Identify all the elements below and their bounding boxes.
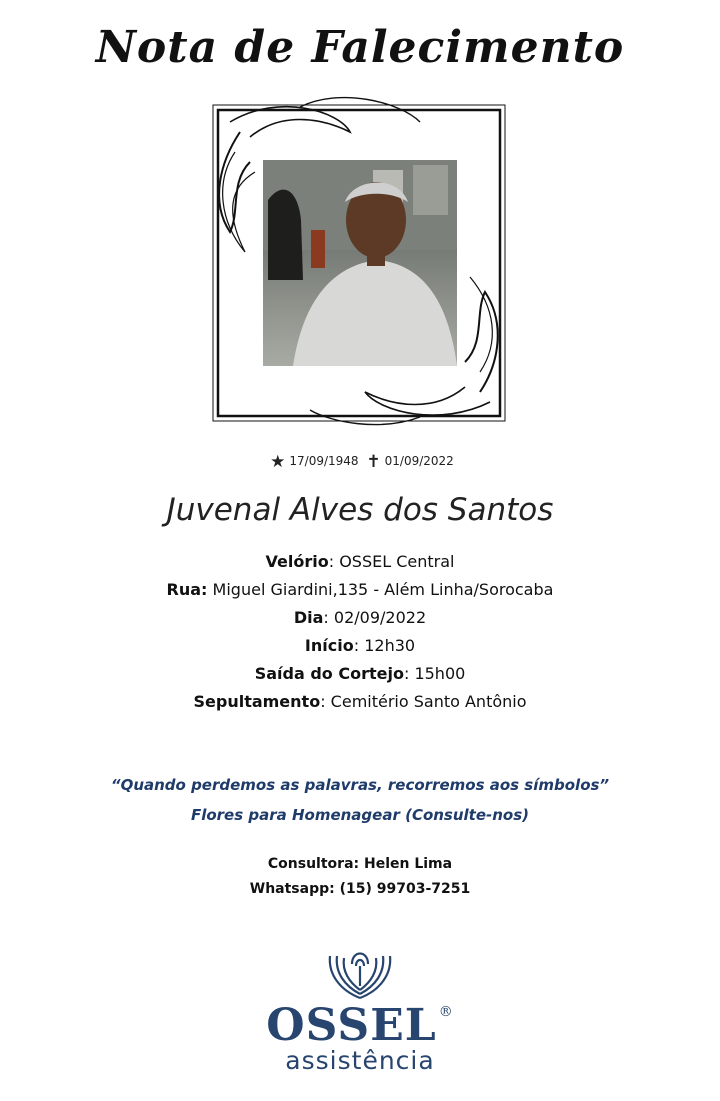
- detail-value: OSSEL Central: [339, 552, 455, 571]
- funeral-details: [0, 548, 720, 716]
- detail-label: Dia: [293, 608, 324, 627]
- portrait-illustration: [263, 160, 457, 366]
- page-title: Nota de Falecimento: [95, 22, 625, 73]
- detail-value: 02/09/2022: [333, 608, 427, 627]
- star-icon: ★: [270, 452, 286, 472]
- contact-block: [0, 852, 720, 902]
- detail-dia: Dia: 02/09/2022: [293, 608, 427, 627]
- death-date: 01/09/2022: [384, 454, 454, 468]
- detail-label: Velório: [265, 552, 329, 571]
- detail-value: 12h30: [364, 636, 416, 655]
- birth-date: 17/09/1948: [289, 454, 359, 468]
- quote-line: “Quando perdemos as palavras, recorremos aos símbolos”: [110, 776, 610, 794]
- detail-velorio: Velório: OSSEL Central: [265, 552, 455, 571]
- detail-value: Cemitério Santo Antônio: [330, 692, 527, 711]
- portrait-photo: [263, 160, 457, 366]
- whatsapp-number: Whatsapp: (15) 99703-7251: [249, 881, 471, 897]
- detail-label: Sepultamento: [193, 692, 321, 711]
- birth-death-dates: [0, 452, 720, 472]
- detail-label: Rua:: [166, 580, 208, 599]
- deceased-name: Juvenal Alves dos Santos: [166, 492, 554, 528]
- brand-name: OSSEL ®: [266, 1000, 454, 1051]
- cross-icon: ✝: [366, 452, 381, 472]
- detail-value: 15h00: [414, 664, 466, 683]
- quote-block: [0, 770, 720, 830]
- detail-inicio: Início: 12h30: [304, 636, 416, 655]
- detail-label: Início: [304, 636, 354, 655]
- detail-value: Miguel Giardini,135 - Além Linha/Sorocaba: [212, 580, 554, 599]
- detail-saida: Saída do Cortejo: 15h00: [254, 664, 466, 683]
- flowers-line: Flores para Homenagear (Consulte-nos): [190, 806, 530, 824]
- detail-label: Saída do Cortejo: [254, 664, 404, 683]
- registered-mark: ®: [438, 1004, 454, 1020]
- detail-sepultamento: Sepultamento: Cemitério Santo Antônio: [193, 692, 527, 711]
- ossel-emblem-icon: [322, 936, 398, 1002]
- brand-subtitle: assistência: [285, 1046, 435, 1075]
- detail-rua: [0, 576, 720, 604]
- consultant-name: Consultora: Helen Lima: [267, 856, 453, 872]
